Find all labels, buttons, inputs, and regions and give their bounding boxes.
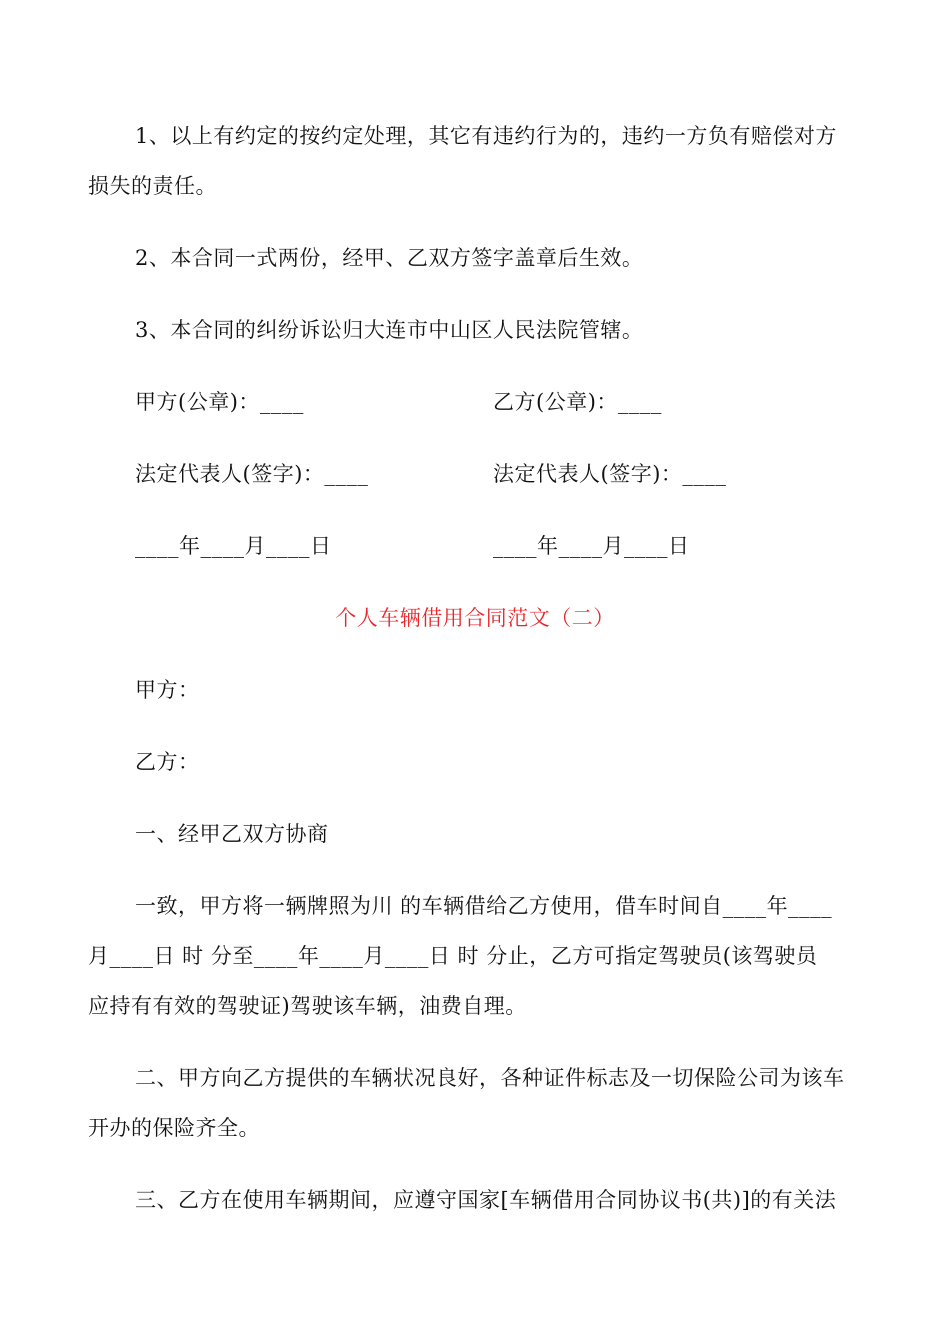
article-2-line-1: 二、甲方向乙方提供的车辆状况良好，各种证件标志及一切保险公司为该车: [135, 1066, 845, 1090]
party-b-label: 乙方：: [135, 750, 200, 774]
section-title: 个人车辆借用合同范文（二）: [335, 606, 615, 630]
clause-3: 3、本合同的纠纷诉讼归大连市中山区人民法院管辖。: [135, 318, 644, 342]
clause-1-line-1: 1、以上有约定的按约定处理，其它有违约行为的，违约一方负有赔偿对方: [135, 124, 837, 148]
article-1-line-1: 一致，甲方将一辆牌照为川 的车辆借给乙方使用，借车时间自____年____: [135, 894, 833, 918]
party-b-seal: 乙方(公章)：____: [493, 390, 662, 414]
party-b-representative: 法定代表人(签字)：____: [493, 462, 727, 486]
party-a-representative: 法定代表人(签字)：____: [135, 462, 369, 486]
article-2-line-2: 开办的保险齐全。: [88, 1116, 260, 1140]
article-3-line-1: 三、乙方在使用车辆期间，应遵守国家[车辆借用合同协议书(共)]的有关法: [135, 1188, 837, 1212]
article-1-heading: 一、经甲乙双方协商: [135, 822, 329, 846]
clause-2: 2、本合同一式两份，经甲、乙双方签字盖章后生效。: [135, 246, 644, 270]
clause-1-line-2: 损失的责任。: [88, 174, 217, 198]
party-b-date: ____年____月____日: [493, 534, 690, 558]
article-1-line-3: 应持有有效的驾驶证)驾驶该车辆，油费自理。: [88, 994, 527, 1018]
party-a-date: ____年____月____日: [135, 534, 332, 558]
party-a-label: 甲方：: [135, 678, 200, 702]
party-a-seal: 甲方(公章)：____: [135, 390, 304, 414]
article-1-line-2: 月____日 时 分至____年____月____日 时 分止，乙方可指定驾驶员(该驾驶员: [88, 944, 818, 968]
